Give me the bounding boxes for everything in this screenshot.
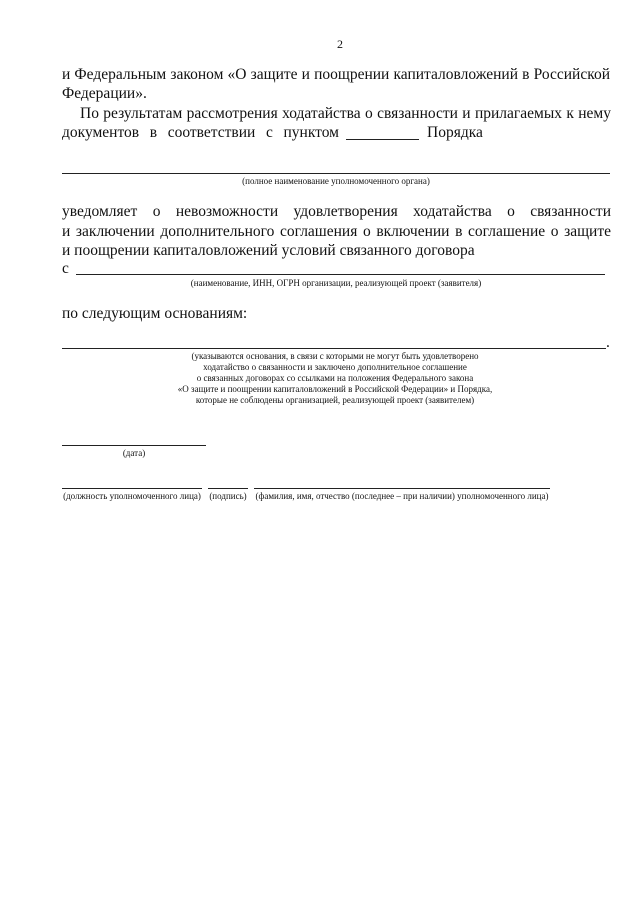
results-line-1: По результатам рассмотрения ходатайства о связанности и прилагаемых к нему: [80, 105, 611, 122]
intro-line-2: Федерации».: [62, 85, 147, 102]
applicant-line: [76, 274, 605, 275]
page-number: 2: [337, 37, 343, 51]
notify-line-2: и заключении дополнительного соглашения о включении в соглашение о защите: [62, 223, 611, 240]
date-caption: (дата): [122, 448, 146, 458]
signature-caption: (подпись): [209, 491, 247, 501]
results-line-2-start: документов в соответствии с пунктом: [62, 124, 339, 141]
intro-line-1: и Федеральным законом «О защите и поощрении капиталовложений в Российской: [62, 66, 610, 83]
grounds-caption-1: (указываются основания, в связи с которыми не могут быть удовлетворено: [191, 351, 479, 361]
grounds-caption-4: «О защите и поощрении капиталовложений в Российской Федерации» и Порядка,: [177, 384, 493, 394]
grounds-heading: по следующим основаниям:: [62, 305, 248, 322]
grounds-caption-2: ходатайство о связанности и заключено дополнительное соглашение: [203, 362, 467, 372]
grounds-caption-3: о связанных договорах со ссылками на положения Федерального закона: [196, 373, 474, 383]
date-line: [62, 445, 206, 446]
notify-with: с: [62, 260, 69, 277]
position-line: [62, 488, 202, 489]
grounds-end-dot: .: [606, 334, 610, 351]
signature-line: [208, 488, 248, 489]
organ-name-line: [62, 173, 610, 174]
applicant-caption: (наименование, ИНН, ОГРН организации, реализующей проект (заявителя): [190, 278, 482, 288]
results-line-2-end: Порядка: [427, 124, 483, 141]
fullname-line: [254, 488, 550, 489]
clause-number-blank: [346, 139, 419, 140]
fullname-caption: (фамилия, имя, отчество (последнее – при наличии) уполномоченного лица): [255, 491, 549, 501]
organ-caption: (полное наименование уполномоченного органа): [242, 176, 430, 186]
grounds-caption-5: которые не соблюдены организацией, реализующей проект (заявителем): [195, 395, 475, 405]
notify-line-1: уведомляет о невозможности удовлетворения ходатайства о связанности: [62, 203, 611, 220]
grounds-line: [62, 348, 606, 349]
notify-line-3: и поощрении капиталовложений условий связанного договора: [62, 242, 475, 259]
position-caption: (должность уполномоченного лица): [63, 491, 201, 501]
